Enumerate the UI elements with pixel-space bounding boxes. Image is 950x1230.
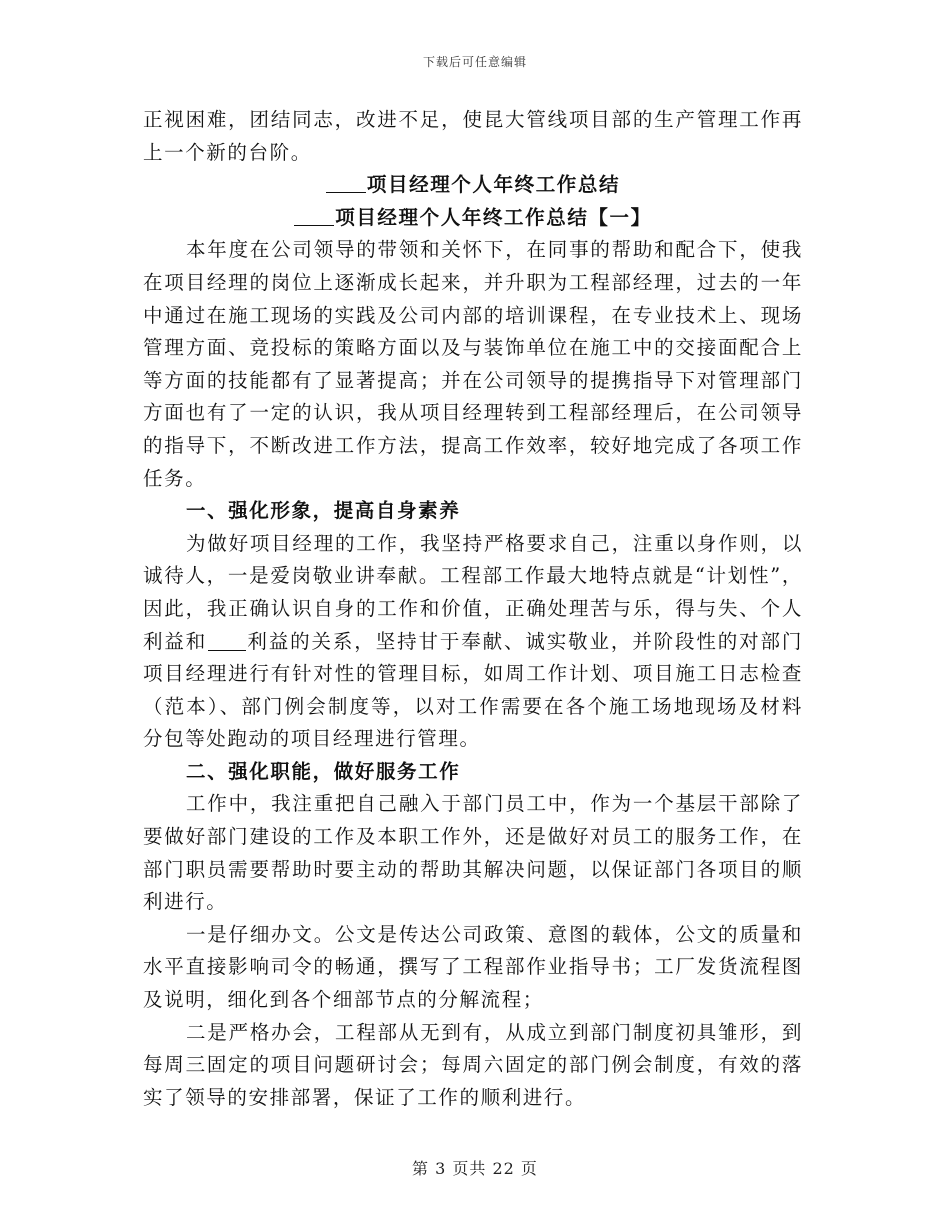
section-heading-1: 一、强化形象，提高自身素养 [186,499,461,523]
section-heading-2: 二、强化职能，做好服务工作 [186,759,461,783]
page-footer: 第 3 页共 22 页 [412,1159,538,1178]
paragraph-4: 一是仔细办文。公文是传达公司政策、意图的载体，公文的质量和水平直接影响司令的畅通，撰写了工程部作业指导书；工厂发货流程图及说明，细化到各个细部节点的分解流程； [143,922,803,1012]
document-title-text: 项目经理个人年终工作总结 [366,173,621,197]
page-header: 下载后可任意编辑 [422,55,527,69]
paragraph-5: 二是严格办会，工程部从无到有，从成立到部门制度初具雏形，到每周三固定的项目问题研讨会；每周六固定的部门例会制度，有效的落实了领导的安排部署，保证了工作的顺利进行。 [143,1020,803,1109]
paragraph-3: 工作中，我注重把自己融入于部门员工中，作为一个基层干部除了要做好部门建设的工作及本职工作外，还是做好对员工的服务工作，在部门职员需要帮助时要主动的帮助其解决问题，以保证部门各项目的顺利进行。 [143,792,803,914]
paragraph-2-part-2: 利益的关系，坚持甘于奉献、诚实敬业，并阶段性的对部门项目经理进行有针对性的管理目标，如周工作计划、项目施工日志检查（范本）、部门例会制度等，以对工作需要在各个施工场地现场及材料分包等处跑动的项目经理进行管理。 [143,629,803,751]
subtitle-blank-underline [294,207,334,226]
paragraph-1: 本年度在公司领导的带领和关怀下，在同事的帮助和配合下，使我在项目经理的岗位上逐渐成长起来，并升职为工程部经理，过去的一年中通过在施工现场的实践及公司内部的培训课程，在专业技术上、现场管理方面、竞投标的策略方面以及与装饰单位在施工中的交接面配合上等方面的技能都有了显著提高；并在公司领导的提携指导下对管理部门方面也有了一定的认识，我从项目经理转到工程部经理后，在公司领导的指导下，不断改进工作方法，提高工作效率，较好地完成了各项工作任务。 [143,238,803,490]
title-blank-underline [326,174,366,193]
document-subtitle [143,202,803,235]
document-subtitle-text: 项目经理个人年终工作总结【一】 [335,205,652,229]
paragraph-2-part-1: 为做好项目经理的工作，我坚持严格要求自己，注重以身作则，以诚待人，一是爱岗敬业讲奉献。工程部工作最大地特点就是“计划性”，因此，我正确认识自身的工作和价值，正确处理苦与乐，得与失、个人利益和 [143,531,803,653]
document-title [143,169,803,202]
document-body [143,104,803,1114]
inline-blank-underline [208,632,246,651]
intro-paragraph: 正视困难，团结同志，改进不足，使昆大管线项目部的生产管理工作再上一个新的台阶。 [143,108,803,164]
paragraph-2 [143,528,803,756]
